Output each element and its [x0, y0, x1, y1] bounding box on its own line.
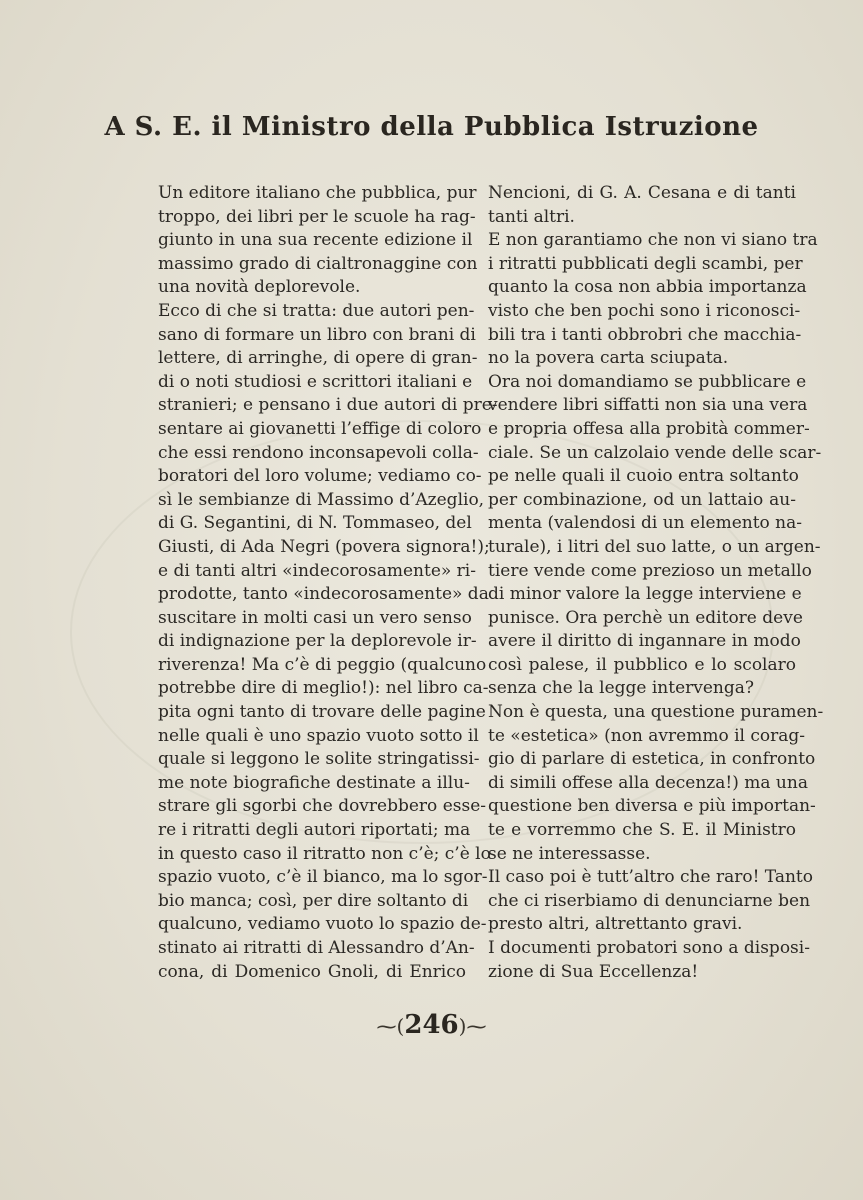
- text-line: che ci riserbiamo di denunciarne ben: [488, 890, 811, 911]
- text-line: Il caso poi è tutt’altro che raro! Tanto: [488, 867, 813, 888]
- text-line: sano di formare un libro con brani di: [158, 324, 476, 345]
- text-line: presto altri, altrettanto gravi.: [488, 914, 743, 935]
- text-line: in questo caso il ritratto non c’è; c’è lo: [158, 843, 491, 864]
- text-line: cona, di Domenico Gnoli, di Enrico: [158, 961, 466, 982]
- text-line: giunto in una sua recente edizione il: [158, 230, 473, 251]
- text-line: potrebbe dire di meglio!): nel libro ca-: [158, 678, 489, 699]
- text-line: una novità deplorevole.: [158, 277, 361, 298]
- text-line: e di tanti altri «indecorosamente» ri-: [158, 560, 476, 581]
- text-line: pita ogni tanto di trovare delle pagine: [158, 702, 486, 723]
- text-line: I documenti probatori sono a disposi-: [488, 938, 810, 958]
- text-line: bili tra i tanti obbrobri che macchia-: [488, 324, 802, 345]
- text-line: E non garantiamo che non vi siano tra: [488, 230, 818, 251]
- text-line: di indignazione per la deplorevole ir-: [158, 631, 477, 652]
- text-line: di simili offese alla decenza!) ma una: [488, 772, 808, 793]
- text-line: Ecco di che si tratta: due autori pen-: [158, 300, 475, 321]
- text-line: Nencioni, di G. A. Cesana e di tanti: [488, 183, 796, 203]
- text-line: ciale. Se un calzolaio vende delle scar-: [488, 442, 822, 463]
- text-line: qualcuno, vediamo vuoto lo spazio de-: [158, 914, 487, 935]
- right-text-column: [488, 182, 824, 984]
- text-line: che essi rendono inconsapevoli colla-: [158, 442, 479, 463]
- text-line: te «estetica» (non avremmo il corag-: [488, 725, 805, 746]
- text-line: quanto la cosa non abbia importanza: [488, 277, 807, 298]
- text-line: i ritratti pubblicati degli scambi, per: [488, 253, 803, 274]
- text-line: se ne interessasse.: [488, 843, 651, 864]
- text-line: riverenza! Ma c’è di peggio (qualcuno: [158, 654, 487, 675]
- text-line: tiere vende come prezioso un metallo: [488, 560, 812, 581]
- text-line: quale si leggono le solite stringatissi-: [158, 749, 480, 770]
- page-number-left-ornament: ⁓(: [376, 1014, 405, 1038]
- text-line: visto che ben pochi sono i riconosci-: [488, 300, 801, 321]
- text-line: boratori del loro volume; vediamo co-: [158, 466, 482, 487]
- text-line: Ora noi domandiamo se pubblicare e: [488, 371, 807, 392]
- page-number: 246: [404, 1010, 459, 1040]
- text-line: lettere, di arringhe, di opere di gran-: [158, 348, 478, 369]
- text-line: di o noti studiosi e scrittori italiani e: [158, 371, 473, 392]
- text-line: questione ben diversa e più importan-: [488, 796, 816, 817]
- text-line: troppo, dei libri per le scuole ha rag-: [158, 206, 476, 227]
- article-title: A S. E. il Ministro della Pubblica Istruzione: [104, 112, 759, 142]
- text-line: Un editore italiano che pubblica, pur: [158, 183, 477, 203]
- text-line: spazio vuoto, c’è il bianco, ma lo sgor-: [158, 867, 488, 888]
- page-number-right-ornament: )⁓: [458, 1014, 487, 1038]
- page-number-footer: [0, 1010, 863, 1040]
- text-line: menta (valendosi di un elemento na-: [488, 513, 803, 534]
- text-line: zione di Sua Eccellenza!: [488, 961, 699, 982]
- text-line: re i ritratti degli autori riportati; ma: [158, 820, 471, 841]
- text-line: Non è questa, una questione puramen-: [488, 702, 824, 723]
- text-line: prodotte, tanto «indecorosamente» da: [158, 584, 489, 605]
- text-line: me note biografiche destinate a illu-: [158, 772, 470, 793]
- text-line: e propria offesa alla probità commer-: [488, 418, 810, 439]
- text-line: nelle quali è uno spazio vuoto sotto il: [158, 725, 479, 746]
- text-line: così palese, il pubblico e lo scolaro: [488, 654, 796, 675]
- text-line: massimo grado di cialtronaggine con: [158, 253, 478, 274]
- text-line: di G. Segantini, di N. Tommaseo, del: [158, 513, 472, 534]
- text-line: strare gli sgorbi che dovrebbero esse-: [158, 796, 487, 817]
- text-line: stinato ai ritratti di Alessandro d’An-: [158, 938, 475, 958]
- text-line: senza che la legge intervenga?: [488, 678, 755, 699]
- text-line: sì le sembianze di Massimo d’Azeglio,: [158, 489, 485, 510]
- text-line: stranieri; e pensano i due autori di pre-: [158, 395, 498, 416]
- text-line: Giusti, di Ada Negri (povera signora!);: [158, 536, 490, 557]
- text-line: no la povera carta sciupata.: [488, 348, 729, 369]
- text-line: pe nelle quali il cuoio entra soltanto: [488, 466, 799, 487]
- text-line: di minor valore la legge interviene e: [488, 584, 802, 605]
- left-text-column: [158, 182, 498, 984]
- text-line: sentare ai giovanetti l’effige di coloro: [158, 418, 482, 439]
- text-line: tanti altri.: [488, 206, 575, 227]
- text-line: vendere libri siffatti non sia una vera: [488, 395, 808, 416]
- text-line: gio di parlare di estetica, in confronto: [488, 749, 816, 770]
- text-line: te e vorremmo che S. E. il Ministro: [488, 820, 796, 841]
- text-line: avere il diritto di ingannare in modo: [488, 631, 801, 652]
- text-line: bio manca; così, per dire soltanto di: [158, 890, 469, 911]
- text-line: suscitare in molti casi un vero senso: [158, 607, 472, 628]
- text-line: turale), i litri del suo latte, o un argen-: [488, 536, 821, 557]
- text-line: per combinazione, od un lattaio au-: [488, 489, 796, 510]
- text-line: punisce. Ora perchè un editore deve: [488, 607, 803, 628]
